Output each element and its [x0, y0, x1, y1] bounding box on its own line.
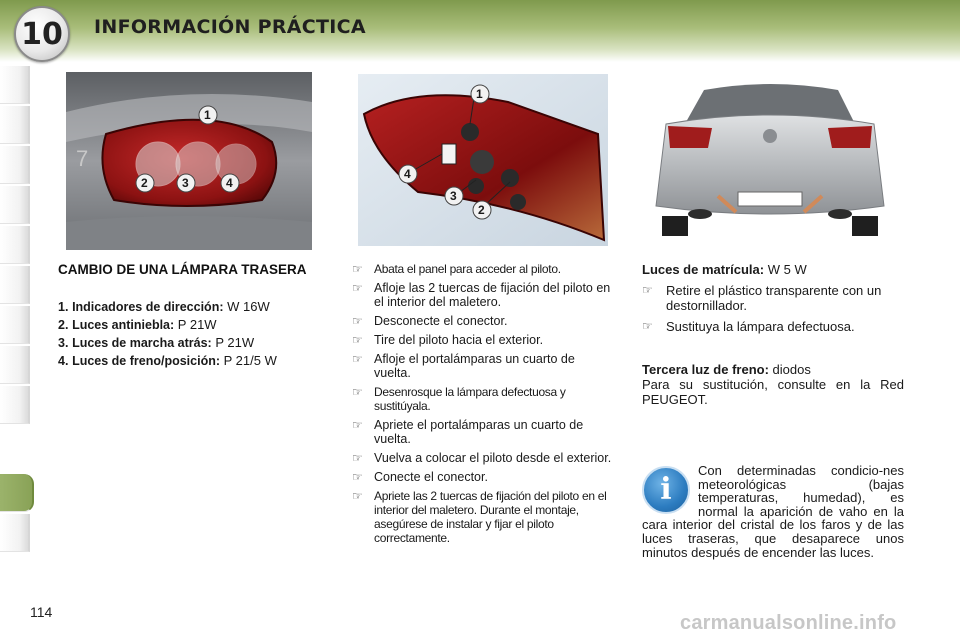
- light-unit-illustration: [358, 74, 608, 246]
- pointing-hand-icon: ☞: [352, 281, 363, 295]
- info-note: [642, 464, 904, 559]
- list-item: ☞ Conecte el conector.: [352, 470, 488, 484]
- section-title: CAMBIO DE UNA LÁMPARA TRASERA: [58, 262, 307, 277]
- pointing-hand-icon: ☞: [642, 283, 653, 297]
- svg-text:3: 3: [450, 189, 457, 203]
- info-icon: i: [642, 466, 690, 514]
- rear-light-illustration: [66, 72, 312, 250]
- callout-marker: [471, 85, 489, 103]
- chapter-tab[interactable]: [0, 386, 30, 424]
- callout-marker: [445, 187, 463, 205]
- list-item: ☞ Sustituya la lámpara defectuosa.: [642, 319, 855, 334]
- info-text: Con determinadas condicio-nes meteorológicas (bajas temperaturas, humedad), es normal la aparición de vaho en la cara interior del cristal de los faros y de las luces traseras, que desaparece unos minutos después de encender las luces.: [642, 463, 904, 560]
- third-brake-text: Para su sustitución, consulte en la Red PEUGEOT.: [642, 377, 904, 407]
- list-item: ☞ Tire del piloto hacia el exterior.: [352, 333, 544, 347]
- svg-text:7: 7: [76, 146, 89, 171]
- procedure-steps: [352, 262, 614, 550]
- chapter-number-badge: 10: [14, 6, 70, 62]
- page-number: 114: [30, 604, 53, 620]
- chapter-tab[interactable]: [0, 306, 30, 344]
- chapter-title: INFORMACIÓN PRÁCTICA: [94, 16, 366, 38]
- svg-text:2: 2: [141, 176, 148, 190]
- svg-text:4: 4: [404, 167, 411, 181]
- chapter-tabs: [0, 66, 36, 576]
- light-unit-photo: [358, 74, 608, 246]
- plate-lights-section: [642, 262, 906, 340]
- third-brake-light-section: [642, 362, 904, 407]
- chapter-tab[interactable]: [0, 66, 30, 104]
- pointing-hand-icon: ☞: [352, 418, 363, 432]
- pointing-hand-icon: ☞: [352, 470, 363, 484]
- chapter-tab[interactable]: [0, 266, 30, 304]
- chapter-tab[interactable]: [0, 514, 30, 552]
- callout-marker: [199, 106, 217, 124]
- pointing-hand-icon: ☞: [352, 385, 363, 399]
- rear-light-photo: [66, 72, 312, 250]
- chapter-tab[interactable]: [0, 226, 30, 264]
- list-item: ☞ Apriete el portalámparas un cuarto de vuelta.: [352, 418, 584, 446]
- list-item: 2. Luces antiniebla: P 21W: [58, 317, 217, 332]
- plate-lights-heading: Luces de matrícula: W 5 W: [642, 262, 807, 277]
- chapter-tab[interactable]: [0, 106, 30, 144]
- list-item: ☞ Afloje el portalámparas un cuarto de vuelta.: [352, 352, 575, 380]
- callout-marker: [399, 165, 417, 183]
- list-item: 3. Luces de marcha atrás: P 21W: [58, 335, 255, 350]
- list-item: ☞ Desenrosque la lámpara defectuosa y sustitúyala.: [352, 385, 566, 413]
- pointing-hand-icon: ☞: [352, 352, 363, 366]
- svg-text:4: 4: [226, 176, 233, 190]
- list-item: ☞ Vuelva a colocar el piloto desde el exterior.: [352, 451, 612, 465]
- list-item: ☞ Abata el panel para acceder al piloto.: [352, 262, 561, 276]
- bulb-list: [58, 298, 338, 370]
- list-item: ☞ Apriete las 2 tuercas de fijación del piloto en el interior del maletero. Durante el montaje, asegúrese de instalar y fijar el piloto correctamente.: [352, 489, 607, 545]
- svg-text:3: 3: [182, 176, 189, 190]
- chapter-tab[interactable]: [0, 346, 30, 384]
- pointing-hand-icon: ☞: [352, 333, 363, 347]
- list-item: ☞ Afloje las 2 tuercas de fijación del piloto en el interior del maletero.: [352, 281, 611, 309]
- watermark: carmanualsonline.info: [680, 612, 897, 634]
- svg-text:1: 1: [204, 108, 211, 122]
- chapter-tab[interactable]: [0, 186, 30, 224]
- callout-marker: [473, 201, 491, 219]
- pointing-hand-icon: ☞: [642, 319, 653, 333]
- pointing-hand-icon: ☞: [352, 262, 363, 276]
- callout-marker: [177, 174, 195, 192]
- pointing-hand-icon: ☞: [352, 314, 363, 328]
- pointing-hand-icon: ☞: [352, 489, 363, 503]
- callout-marker: [221, 174, 239, 192]
- plate-lights-steps: [642, 283, 906, 334]
- svg-text:1: 1: [476, 87, 483, 101]
- car-rear-illustration: [648, 76, 892, 246]
- third-brake-heading: Tercera luz de freno: diodos: [642, 362, 811, 377]
- list-item: 4. Luces de freno/posición: P 21/5 W: [58, 353, 277, 368]
- list-item: 1. Indicadores de dirección: W 16W: [58, 299, 270, 314]
- list-item: ☞ Desconecte el conector.: [352, 314, 508, 328]
- list-item: ☞ Retire el plástico transparente con un destornillador.: [642, 283, 882, 313]
- svg-text:2: 2: [478, 203, 485, 217]
- chapter-tab[interactable]: [0, 146, 30, 184]
- callout-marker: [136, 174, 154, 192]
- chapter-tab-active[interactable]: [0, 474, 34, 512]
- pointing-hand-icon: ☞: [352, 451, 363, 465]
- chapter-header: [0, 0, 960, 62]
- car-rear-photo: [648, 76, 892, 246]
